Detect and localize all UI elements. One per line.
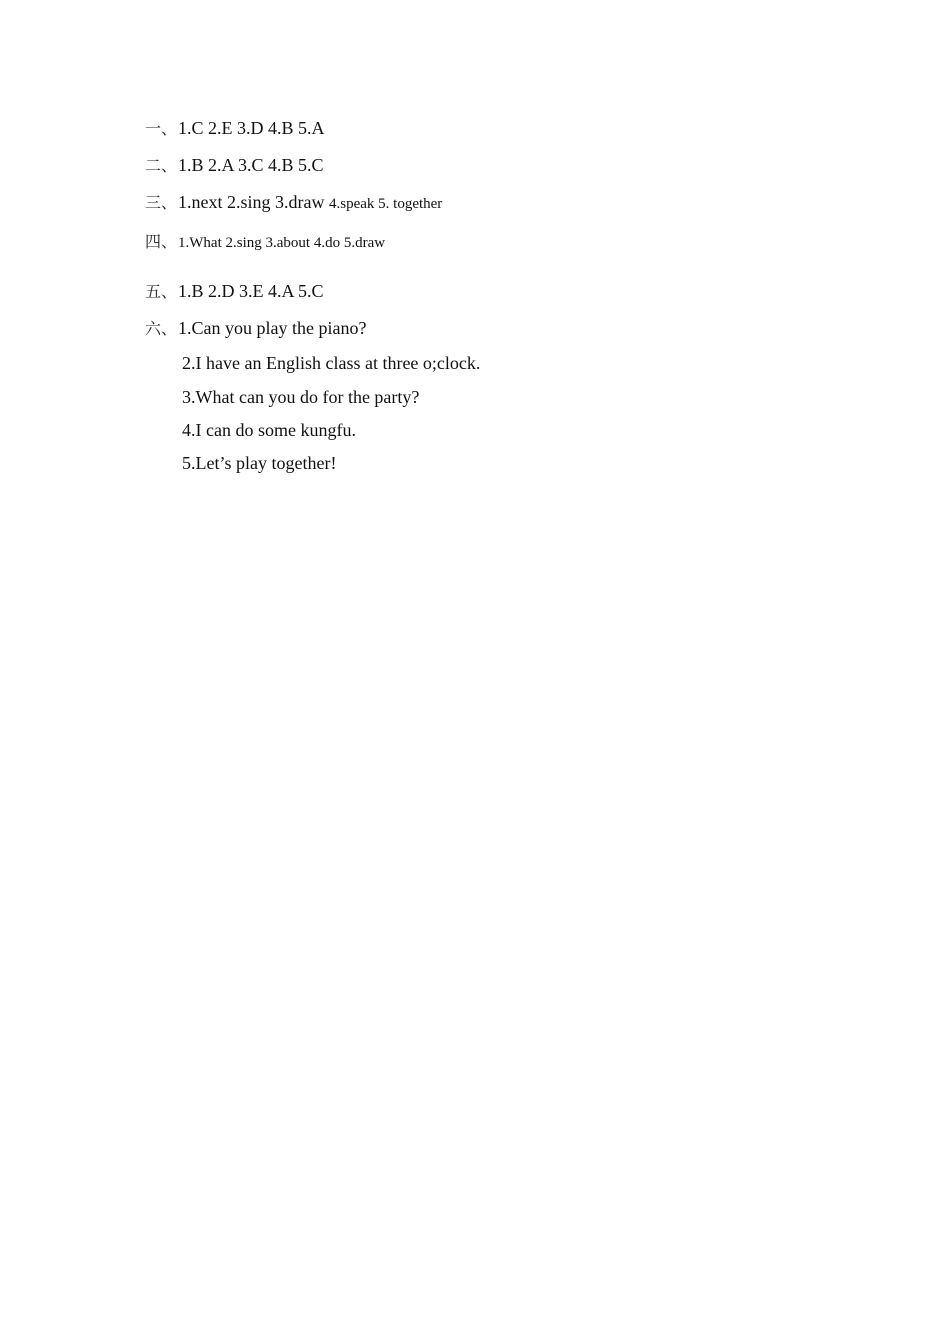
section-number: 二、 [145, 156, 178, 175]
answer-line-1 [145, 117, 325, 140]
sentence-2: 2.I have an English class at three o;clock. [182, 353, 481, 373]
sentence-5: 5.Let’s play together! [182, 453, 337, 473]
answer-text: 1.C 2.E 3.D 4.B 5.A [178, 118, 325, 138]
answer-line-6 [145, 317, 366, 340]
answer-text-small: 4.speak 5. together [329, 196, 443, 212]
answer-line-3 [145, 191, 442, 215]
answer-line-5 [145, 280, 324, 303]
answer-line-2 [145, 154, 324, 177]
section-number: 三、 [145, 193, 178, 212]
section-number: 五、 [145, 282, 178, 301]
sentence-4: 4.I can do some kungfu. [182, 420, 356, 440]
section-number: 六、 [145, 319, 178, 338]
section-number: 四、 [145, 232, 178, 251]
answer-text: 1.next 2.sing 3.draw [178, 192, 325, 212]
sentence-3: 3.What can you do for the party? [182, 387, 420, 407]
answer-text: 1.B 2.D 3.E 4.A 5.C [178, 281, 324, 301]
answer-line-4 [145, 231, 385, 254]
answer-text: 1.What 2.sing 3.about 4.do 5.draw [178, 235, 386, 251]
answer-text: 1.Can you play the piano? [178, 318, 367, 338]
section-number: 一、 [145, 119, 178, 138]
answer-text: 1.B 2.A 3.C 4.B 5.C [178, 155, 324, 175]
